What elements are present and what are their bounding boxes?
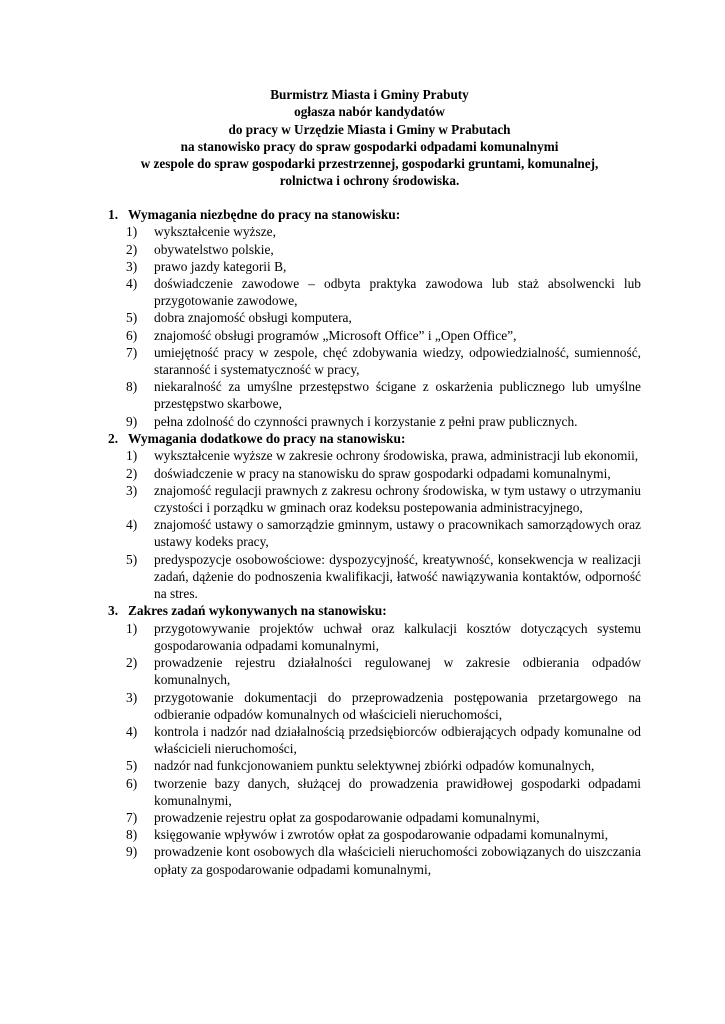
list-item-number: 5) [126,310,138,326]
list-item [108,482,641,516]
list-item-number: 2) [126,655,138,671]
list-item [108,551,641,603]
list-item-text: wykształcenie wyższe, [154,224,276,240]
list-item-number: 9) [126,413,138,429]
section-heading [108,430,641,448]
list-item-text: predyspozycje osobowościowe: dyspozycyjność, kreatywność, konsekwencja w realizacji zadań, dążenie do podnoszenia kwalifikacji, łatwość nawiązywania kontaktów, odporność na stres. [154,551,641,602]
requirement-list [108,620,641,878]
list-item [108,826,641,843]
list-item [108,465,641,482]
list-item-text: umiejętność pracy w zespole, chęć zdobywania wiedzy, odpowiedzialność, sumienność, staranność i systematyczność w pracy, [154,344,641,377]
list-item [108,327,641,344]
list-item [108,258,641,275]
requirement-list [108,447,641,602]
list-item-text: znajomość regulacji prawnych z zakresu ochrony środowiska, w tym ustawy o utrzymaniu czystości i porządku w gminach oraz kodeksu postepowania administracyjnego, [154,482,641,516]
list-item-number: 9) [126,844,138,860]
list-item [108,275,641,309]
list-item-number: 8) [126,827,138,843]
sections-list [108,206,641,878]
list-item-number: 4) [126,275,138,291]
list-item-text: prowadzenie rejestru opłat za gospodarowanie odpadami komunalnymi, [154,810,540,826]
section-number: 3. [108,603,119,619]
list-item-number: 7) [126,344,138,360]
list-item [108,723,641,757]
title-line: Burmistrz Miasta i Gminy Prabuty [270,87,469,102]
section [108,602,641,878]
list-item [108,378,641,412]
list-item [108,309,641,326]
list-item-number: 7) [126,810,138,826]
list-item-text: dobra znajomość obsługi komputera, [154,310,352,326]
announcement-title [63,86,676,190]
title-line: na stanowisko pracy do spraw gospodarki odpadami komunalnymi [180,138,559,154]
section-heading [108,206,641,224]
list-item-text: wykształcenie wyższe w zakresie ochrony środowiska, prawa, administracji lub ekonomii, [154,448,639,464]
list-item-text: obywatelstwo polskie, [154,241,274,257]
list-item [108,843,641,877]
section-title: Wymagania niezbędne do pracy na stanowisku: [128,206,401,222]
section-heading [108,602,641,620]
list-item-text: prawo jazdy kategorii B, [154,258,287,274]
list-item-number: 2) [126,465,138,481]
section-title: Zakres zadań wykonywanych na stanowisku: [128,603,387,619]
list-item-number: 3) [126,258,138,274]
list-item-text: prowadzenie kont osobowych dla właścicieli nieruchomości zobowiązanych do uiszczania opłaty za gospodarowanie odpadami komunalnymi, [154,844,641,877]
list-item [108,344,641,378]
list-item [108,809,641,826]
list-item [108,775,641,809]
list-item-number: 4) [126,724,138,740]
list-item-number: 2) [126,241,138,257]
list-item [108,689,641,723]
section [108,430,641,602]
list-item-text: doświadczenie zawodowe – odbyta praktyka zawodowa lub staż absolwencki lub przygotowanie zawodowe, [154,275,641,309]
list-item-text: przygotowanie dokumentacji do przeprowadzenia postępowania przetargowego na odbieranie odpadów komunalnych od właścicieli nieruchomości, [154,689,641,722]
list-item-number: 3) [126,482,138,498]
list-item [108,447,641,464]
list-item-number: 1) [126,448,138,464]
list-item-number: 5) [126,758,138,774]
list-item-number: 5) [126,551,138,567]
list-item-number: 8) [126,379,138,395]
list-item-text: przygotowywanie projektów uchwał oraz kalkulacji kosztów dotyczących systemu gospodarowania odpadami komunalnymi, [154,620,641,654]
list-item-text: niekaralność za umyślne przestępstwo ścigane z oskarżenia publicznego lub umyślne przestępstwo skarbowe, [154,379,641,412]
list-item [108,223,641,240]
section-number: 1. [108,206,119,222]
list-item [108,654,641,688]
list-item [108,241,641,258]
list-item-text: nadzór nad funkcjonowaniem punktu selektywnej zbiórki odpadów komunalnych, [154,758,595,774]
title-line: do pracy w Urzędzie Miasta i Gminy w Prabutach [228,121,511,137]
list-item-text: znajomość ustawy o samorządzie gminnym, ustawy o pracownikach samorządowych oraz ustawy kodeks pracy, [154,517,641,550]
list-item-text: doświadczenie w pracy na stanowisku do spraw gospodarki odpadami komunalnymi, [154,465,611,481]
list-item [108,757,641,774]
list-item-number: 1) [126,620,138,636]
section-title: Wymagania dodatkowe do pracy na stanowisku: [128,430,406,446]
section-number: 2. [108,430,119,446]
list-item-number: 6) [126,327,138,343]
list-item-text: tworzenie bazy danych, służącej do prowadzenia prawidłowej gospodarki odpadami komunalnymi, [154,775,641,808]
requirement-list [108,223,641,429]
title-line: w zespole do spraw gospodarki przestrzennej, gospodarki gruntami, komunalnej, [140,156,599,172]
list-item [108,516,641,550]
section [108,206,641,430]
list-item-number: 3) [126,689,138,705]
list-item-number: 4) [126,517,138,533]
title-line: rolnictwa i ochrony środowiska. [279,173,460,189]
list-item-text: pełna zdolność do czynności prawnych i korzystanie z pełni praw publicznych. [154,413,578,429]
list-item-number: 6) [126,775,138,791]
list-item [108,620,641,654]
list-item-text: księgowanie wpływów i zwrotów opłat za gospodarowanie odpadami komunalnymi, [154,827,609,843]
list-item-number: 1) [126,224,138,240]
list-item [108,413,641,430]
list-item-text: znajomość obsługi programów „Microsoft Office” i „Open Office”, [154,327,517,343]
list-item-text: kontrola i nadzór nad działalnością przedsiębiorców odbierających odpady komunalne od właścicieli nieruchomości, [154,724,641,757]
title-line: ogłasza nabór kandydatów [294,104,445,120]
list-item-text: prowadzenie rejestru działalności regulowanej w zakresie odbierania odpadów komunalnych, [154,655,641,688]
